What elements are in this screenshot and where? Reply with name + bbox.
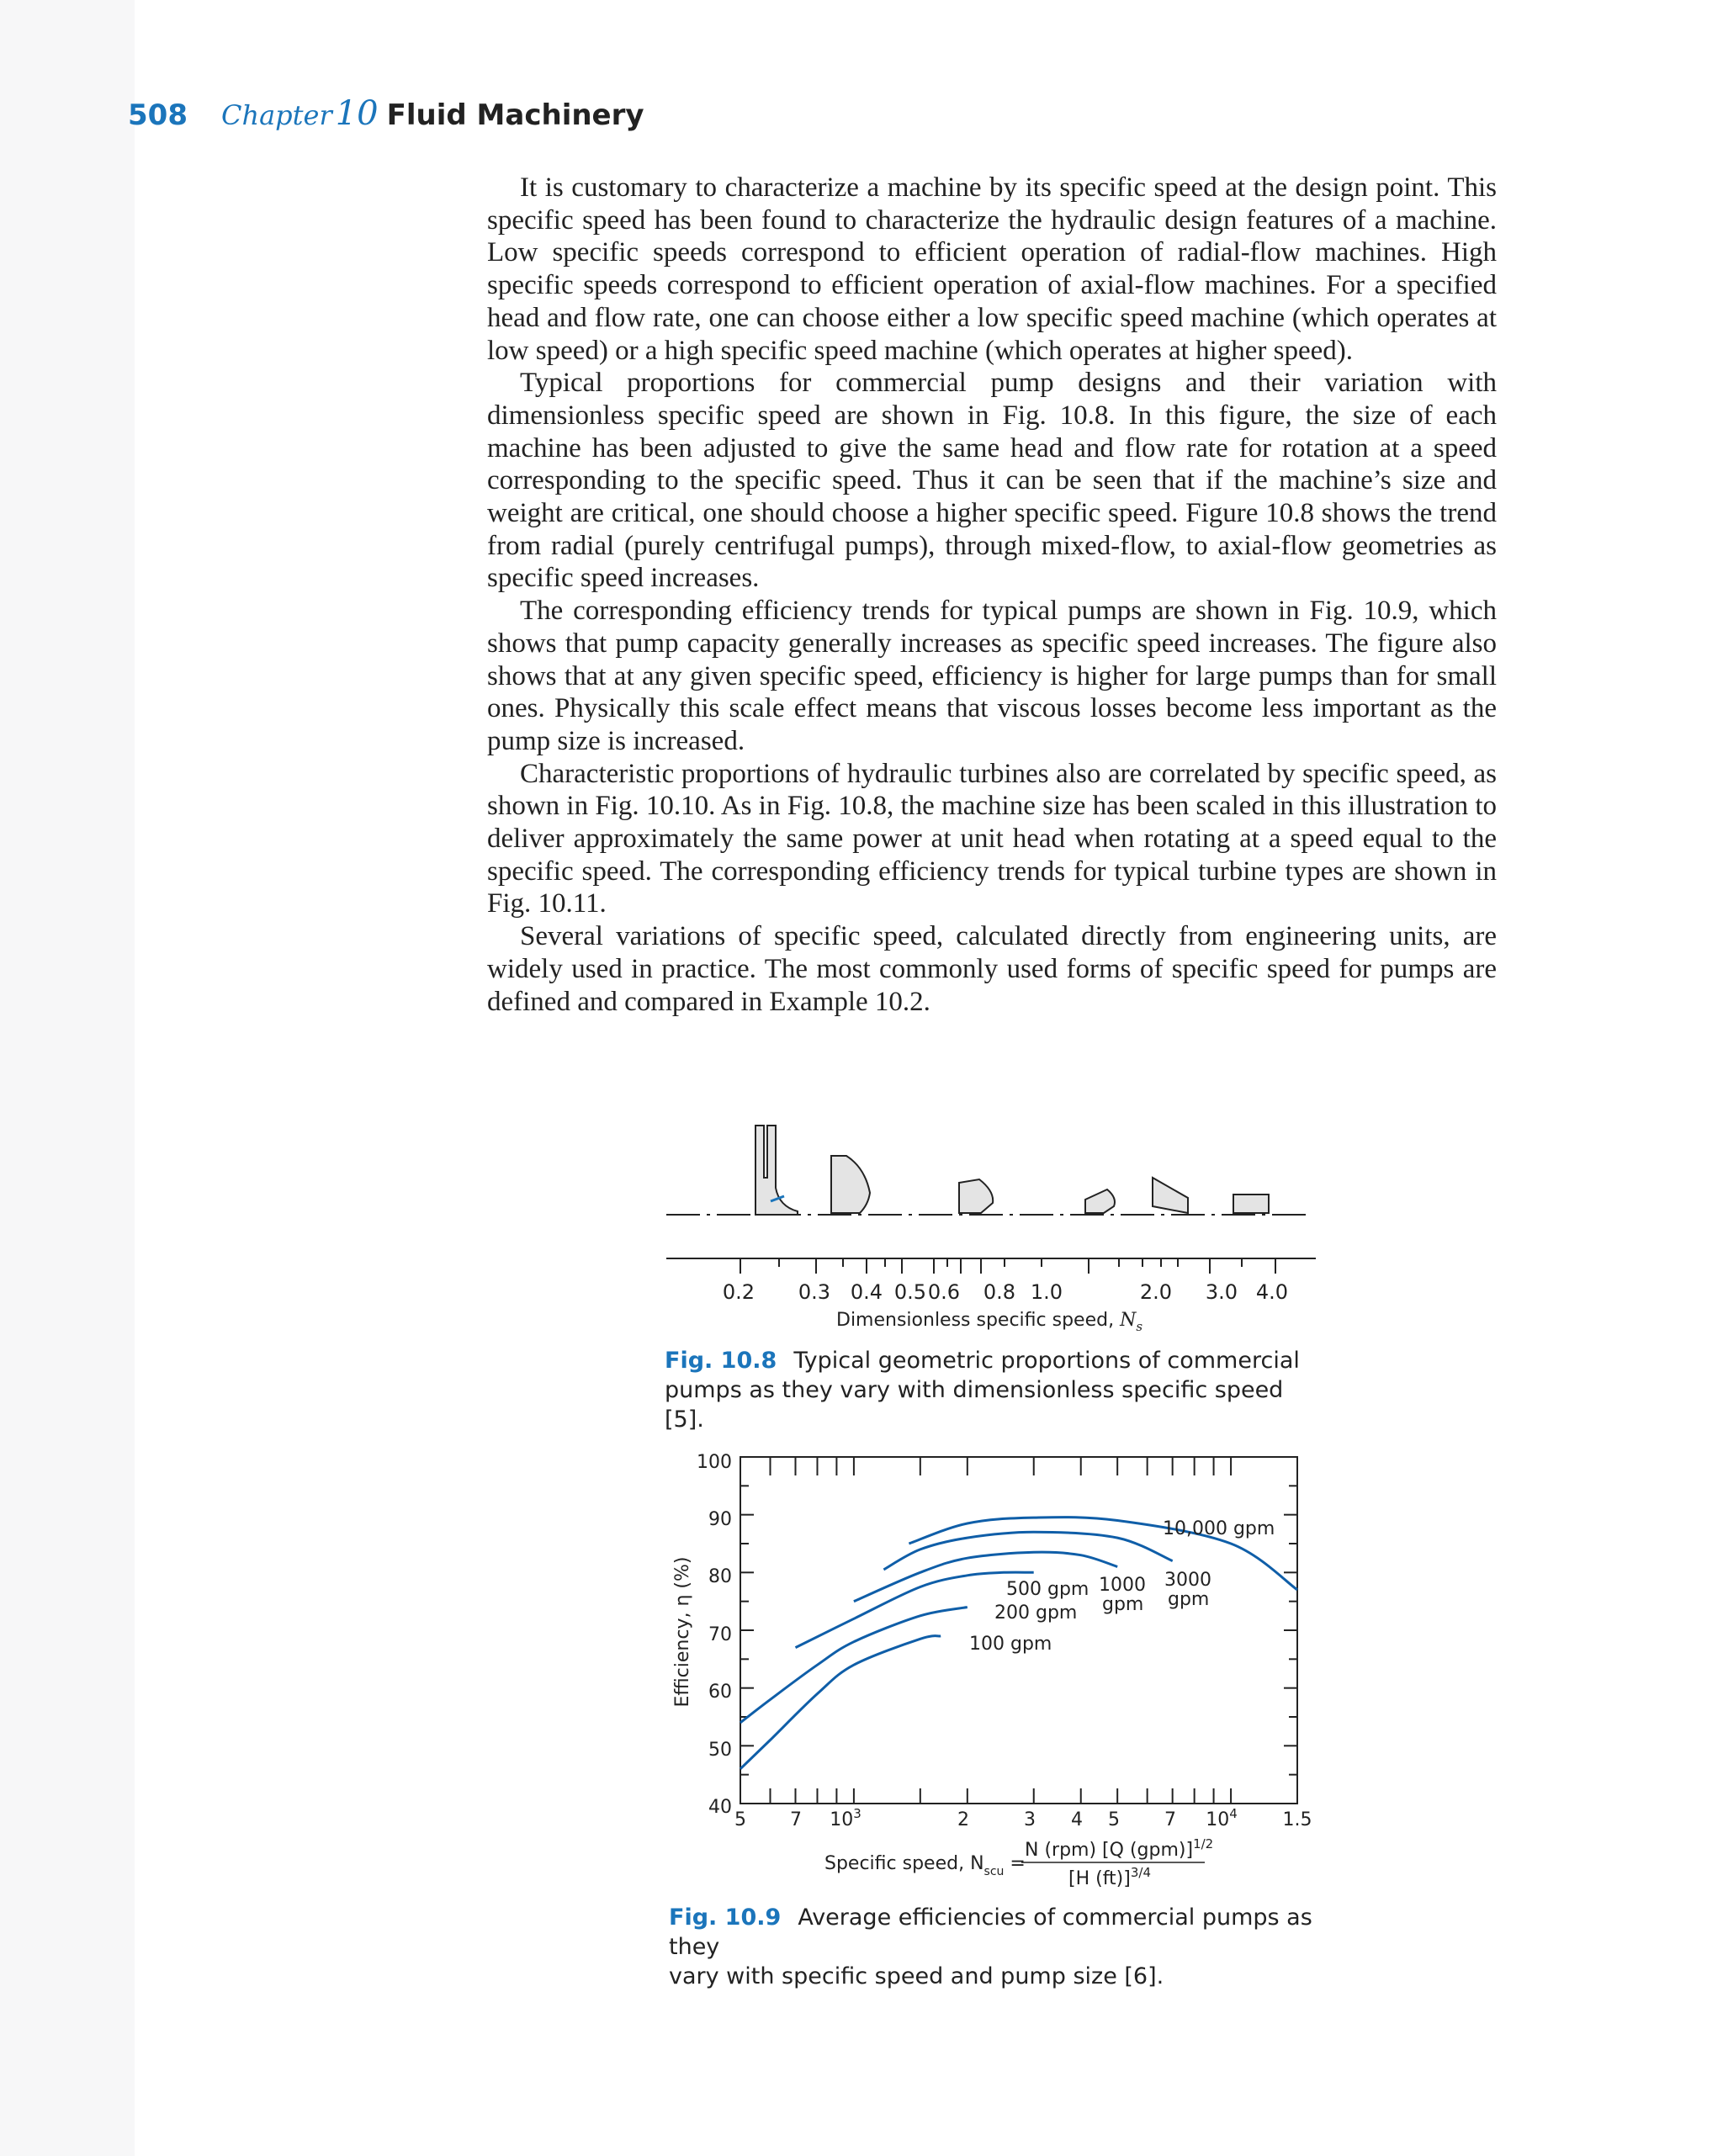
paragraph: Typical proportions for commercial pump designs and their variation with dimensionless specific speed are shown in Fig. 10.8. In this figure, the size of each machine has been adjusted to give the same head and flow rate for rotation at a speed corresponding to the specific speed. Thus it can be seen that if the machine’s size and weight are critical, one should choose a higher specific speed. Figure 10.8 shows the trend from radial (purely centrifugal pumps), through mixed-flow, to axial-flow geometries as specific speed increases. bbox=[487, 368, 1497, 594]
y-tick-label: 60 bbox=[708, 1682, 732, 1703]
mixed-flow-impeller-2-icon bbox=[1085, 1189, 1115, 1213]
y-axis-label: Efficiency, η (%) bbox=[672, 1556, 693, 1708]
tick-label: 0.4 bbox=[850, 1280, 883, 1304]
x-tick-label: 5 bbox=[1108, 1809, 1120, 1830]
y-tick-label: 50 bbox=[708, 1740, 732, 1761]
caption-text: Typical geometric proportions of commercial bbox=[793, 1348, 1300, 1374]
tick-label: 2.0 bbox=[1139, 1280, 1173, 1304]
tick-label: 3.0 bbox=[1205, 1280, 1238, 1304]
figure-label: Fig. 10.8 bbox=[665, 1348, 777, 1374]
curve-label-1000-unit: gpm bbox=[1102, 1594, 1144, 1615]
x-tick-label: 7 bbox=[790, 1809, 802, 1830]
plot-frame bbox=[740, 1457, 1297, 1804]
curve-label-200: 200 gpm bbox=[994, 1602, 1078, 1624]
y-tick-label: 70 bbox=[708, 1624, 732, 1645]
x-tick-label: 3 bbox=[1024, 1809, 1036, 1830]
axis-ticks bbox=[740, 1457, 1297, 1804]
y-tick-label: 90 bbox=[708, 1509, 732, 1530]
curve-label-1000: 1000 bbox=[1099, 1575, 1146, 1596]
fig8-ticks bbox=[740, 1258, 1275, 1274]
tick-label: 0.6 bbox=[927, 1280, 961, 1304]
axial-flow-impeller-icon bbox=[1153, 1178, 1188, 1213]
formula-denominator: [H (ft)]$^{3/4}$ bbox=[1068, 1865, 1151, 1889]
curve-label-3000-unit: gpm bbox=[1168, 1589, 1210, 1610]
tick-label: 4.0 bbox=[1255, 1280, 1289, 1304]
mixed-flow-impeller-icon bbox=[959, 1179, 993, 1213]
chapter-word: Chapter bbox=[220, 99, 332, 131]
paragraph: Characteristic proportions of hydraulic turbines also are correlated by specific speed, as shown in Fig. 10.10. As in Fig. 10.8, the machine size has been scaled in this illustration to deliver approximately the same power at unit head when rotating at a speed equal to the specific speed. The corresponding efficiency trends for typical turbine types are shown in Fig. 10.11. bbox=[487, 758, 1497, 919]
x-tick-label: $10^3$ bbox=[830, 1806, 862, 1830]
tick-label: 0.2 bbox=[722, 1280, 755, 1304]
radial-impeller-icon bbox=[755, 1126, 798, 1215]
y-tick-label: 40 bbox=[708, 1797, 732, 1818]
figure-10-9-caption bbox=[669, 1903, 1342, 1991]
x-tick-label: 7 bbox=[1164, 1809, 1176, 1830]
x-tick-label: 1.5 bbox=[1282, 1809, 1312, 1830]
body-text bbox=[487, 172, 1497, 1018]
x-tick-label: 4 bbox=[1071, 1809, 1083, 1830]
running-header bbox=[128, 94, 644, 133]
caption-text: pumps as they vary with dimensionless specific speed [5]. bbox=[665, 1377, 1284, 1433]
chapter-number: 10 bbox=[335, 94, 379, 133]
page-number: 508 bbox=[128, 98, 188, 132]
curve-label-3000: 3000 bbox=[1164, 1570, 1211, 1591]
paragraph: It is customary to characterize a machine by its specific speed at the design point. This specific speed has been found to characterize the hydraulic design features of a machine. Low specific speeds correspond to efficient operation of radial-flow machines. High specific speeds correspond to efficient operation of axial-flow machines. For a specified head and flow rate, one can choose either a low specific speed machine (which operates at low speed) or a high specific speed machine (which operates at higher speed). bbox=[487, 172, 1497, 366]
figure-label: Fig. 10.9 bbox=[669, 1904, 782, 1931]
tick-label: 0.3 bbox=[798, 1280, 831, 1304]
efficiency-curve-100gpm bbox=[740, 1636, 941, 1769]
radial-impeller-2-icon bbox=[831, 1156, 870, 1213]
propeller-icon bbox=[1233, 1195, 1269, 1213]
axis-label: Dimensionless specific speed, $N_s$ bbox=[836, 1310, 1143, 1334]
y-tick-label: 100 bbox=[697, 1452, 732, 1473]
tick-label: 0.8 bbox=[983, 1280, 1016, 1304]
tick-label: 0.5 bbox=[893, 1280, 927, 1304]
pump-impeller-shapes bbox=[755, 1126, 1269, 1215]
caption-text: Average efficiencies of commercial pumps as they bbox=[669, 1904, 1312, 1960]
caption-text: vary with specific speed and pump size [6]. bbox=[669, 1963, 1164, 1989]
x-tick-label: $10^4$ bbox=[1206, 1806, 1238, 1830]
page-margin-shade bbox=[0, 0, 135, 2156]
curve-label-10000: 10,000 gpm bbox=[1163, 1518, 1275, 1539]
curve-label-100: 100 gpm bbox=[969, 1634, 1052, 1655]
figure-10-8 bbox=[656, 1119, 1329, 1354]
x-axis-label: Specific speed, $N_{scu}$ = bbox=[824, 1853, 1026, 1878]
formula-numerator: N (rpm) [Q (gpm)]$^{1/2}$ bbox=[1025, 1836, 1214, 1861]
paragraph: The corresponding efficiency trends for typical pumps are shown in Fig. 10.9, which shows that pump capacity generally increases as specific speed increases. The figure also shows that at any given specific speed, efficiency is higher for large pumps than for small ones. Physically this scale effect means that viscous losses become less important as the pump size is increased. bbox=[487, 596, 1497, 756]
figure-10-8-caption bbox=[665, 1346, 1304, 1434]
chapter-title: Fluid Machinery bbox=[386, 98, 644, 132]
tick-label: 1.0 bbox=[1030, 1280, 1063, 1304]
curve-label-500: 500 gpm bbox=[1006, 1579, 1089, 1600]
figure-10-9-chart bbox=[656, 1430, 1346, 1893]
x-tick-label: 2 bbox=[957, 1809, 969, 1830]
x-tick-label: 5 bbox=[734, 1809, 746, 1830]
paragraph: Several variations of specific speed, calculated directly from engineering units, are widely used in practice. The most commonly used forms of specific speed for pumps are defined and compared in Example 10.2. bbox=[487, 921, 1497, 1017]
y-tick-label: 80 bbox=[708, 1566, 732, 1587]
